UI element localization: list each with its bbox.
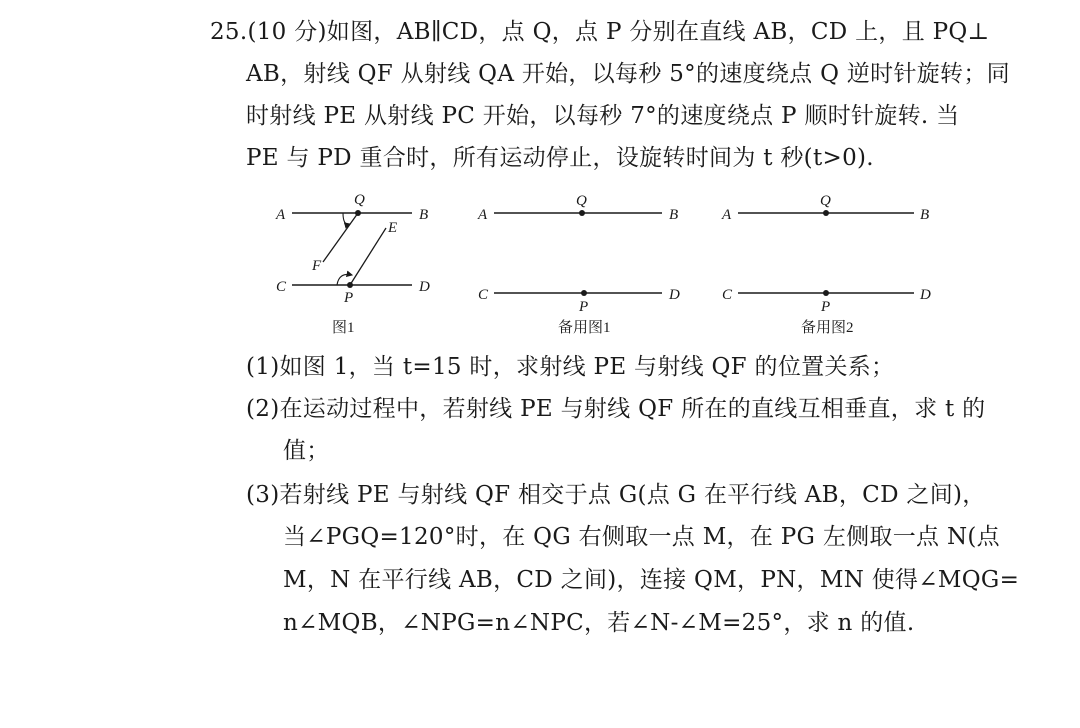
label-c: C (722, 287, 733, 303)
figure-1-caption: 图1 (332, 320, 355, 336)
question-1: (1)如图 1，当 t=15 时，求射线 PE 与射线 QF 的位置关系； (246, 354, 895, 380)
label-p: P (579, 299, 589, 315)
label-d: D (669, 287, 680, 303)
point-p (347, 282, 353, 288)
problem-line-2: AB，射线 QF 从射线 QA 开始，以每秒 5°的速度绕点 Q 逆时针旋转；同 (246, 61, 1010, 87)
point-p (823, 290, 829, 296)
label-d: D (920, 287, 931, 303)
spare-figure-1 (477, 193, 680, 336)
label-d: D (419, 279, 430, 295)
label-q: Q (820, 193, 831, 209)
ray-pe (350, 228, 386, 285)
label-p: P (821, 299, 831, 315)
point-p (581, 290, 587, 296)
label-c: C (276, 279, 287, 295)
label-p: P (344, 290, 354, 306)
point-q (823, 210, 829, 216)
label-a: A (478, 207, 488, 223)
point-q (579, 210, 585, 216)
problem-line-4: PE 与 PD 重合时，所有运动停止，设旋转时间为 t 秒(t>0). (246, 145, 874, 171)
rotation-arc-q (343, 213, 350, 224)
label-b: B (920, 207, 930, 223)
question-3-line-2: 当∠PGQ=120°时，在 QG 右侧取一点 M，在 PG 左侧取一点 N(点 (283, 524, 1000, 550)
spare-figure-2-caption: 备用图2 (801, 320, 854, 336)
label-f: F (312, 258, 322, 274)
problem-line-1: 25.(10 分)如图，AB∥CD，点 Q，点 P 分别在直线 AB，CD 上，且 PQ⊥ (210, 19, 990, 45)
label-b: B (669, 207, 679, 223)
point-q (355, 210, 361, 216)
ray-qf (323, 213, 358, 262)
label-q: Q (576, 193, 587, 209)
question-3-line-1: (3)若射线 PE 与射线 QF 相交于点 G(点 G 在平行线 AB，CD 之间)， (246, 482, 986, 508)
spare-figure-1-caption: 备用图1 (558, 320, 611, 336)
label-a: A (722, 207, 732, 223)
label-c: C (478, 287, 489, 303)
question-2-line-1: (2)在运动过程中，若射线 PE 与射线 QF 所在的直线互相垂直，求 t 的 (246, 396, 986, 422)
question-3-line-3: M，N 在平行线 AB，CD 之间)，连接 QM，PN，MN 使得∠MQG= (283, 567, 1020, 593)
figures-area (0, 0, 1080, 350)
question-3-line-4: n∠MQB，∠NPG=n∠NPC，若∠N-∠M=25°，求 n 的值. (283, 610, 915, 636)
figure-1 (275, 192, 430, 336)
label-a: A (276, 207, 286, 223)
label-q: Q (354, 192, 365, 208)
label-b: B (419, 207, 429, 223)
problem-line-3: 时射线 PE 从射线 PC 开始，以每秒 7°的速度绕点 P 顺时针旋转. 当 (246, 103, 960, 129)
spare-figure-2 (721, 193, 931, 336)
label-e: E (388, 220, 398, 236)
question-2-line-2: 值； (283, 438, 330, 464)
